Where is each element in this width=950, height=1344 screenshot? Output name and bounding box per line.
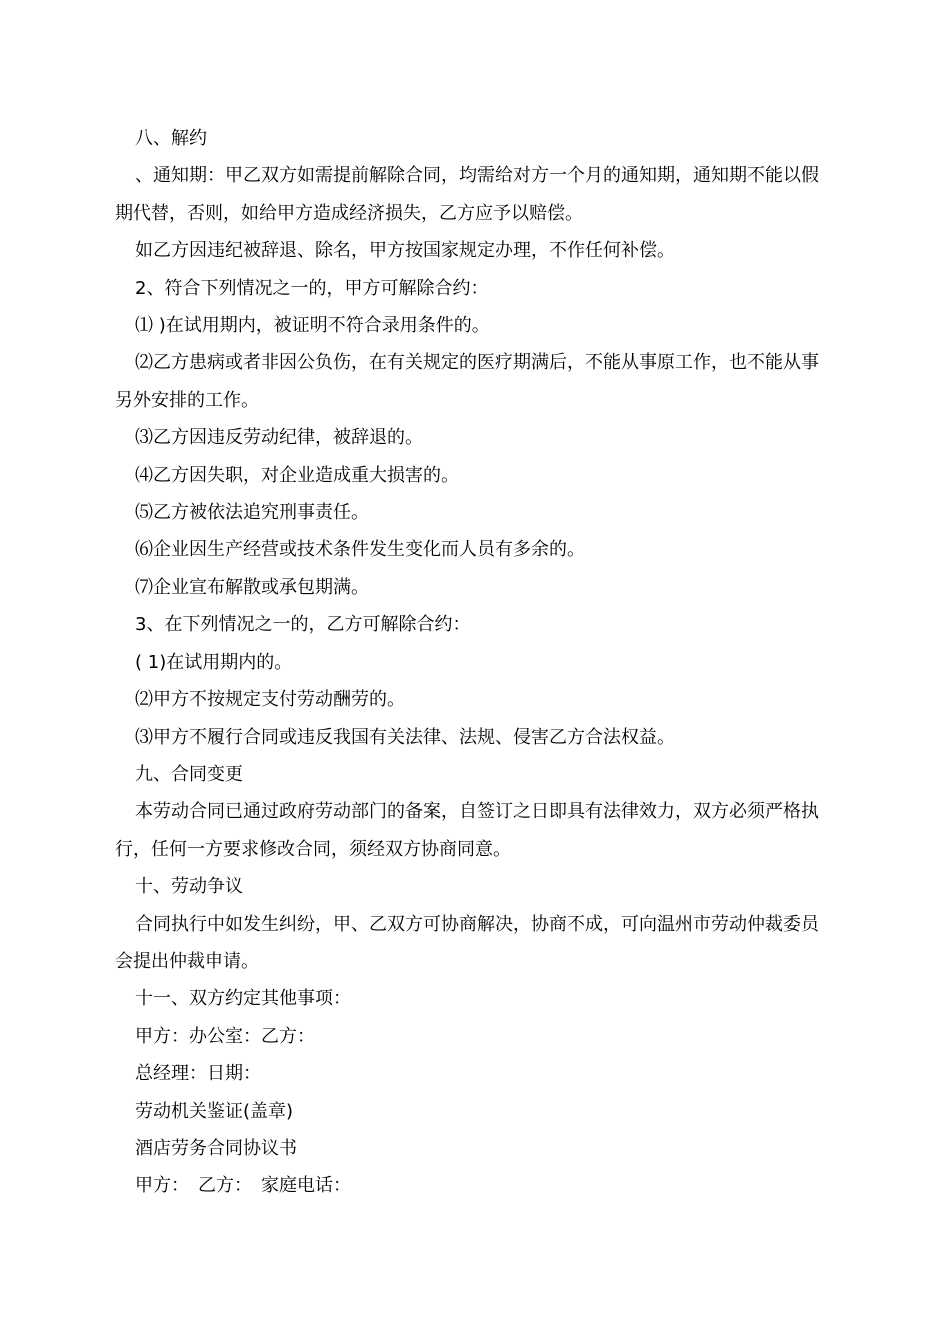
list-item-a5: ⑸乙方被依法追究刑事责任。	[135, 502, 369, 524]
signature-line-manager-date: 总经理：日期：	[135, 1063, 261, 1085]
list-item-b2: ⑵甲方不按规定支付劳动酬劳的。	[135, 689, 405, 711]
section-heading-termination: 八、解约	[135, 128, 207, 149]
clause-heading-party-a-termination: 2、符合下列情况之一的，甲方可解除合约：	[135, 277, 489, 299]
document-title-hotel-contract: 酒店劳务合同协议书	[135, 1137, 297, 1159]
signature-line-authority-seal: 劳动机关鉴证(盖章)	[135, 1100, 294, 1122]
clause-heading-party-b-termination: 3、在下列情况之一的，乙方可解除合约：	[135, 614, 471, 636]
paragraph-notice-period: 、通知期：甲乙双方如需提前解除合同，均需给对方一个月的通知期，通知期不能以假期代替，否则，如给甲方造成经济损失，乙方应予以赔偿。	[115, 165, 819, 224]
list-item-b3: ⑶甲方不履行合同或违反我国有关法律、法规、侵害乙方合法权益。	[135, 726, 675, 748]
list-item-a4: ⑷乙方因失职，对企业造成重大损害的。	[135, 464, 459, 486]
document-body	[115, 120, 835, 1205]
list-item-a6: ⑹企业因生产经营或技术条件发生变化而人员有多余的。	[135, 539, 585, 561]
list-item-a1: ⑴ )在试用期内，被证明不符合录用条件的。	[135, 315, 490, 337]
section-heading-labor-dispute: 十、劳动争议	[135, 876, 243, 898]
section-heading-contract-change: 九、合同变更	[135, 763, 243, 785]
list-item-a7: ⑺企业宣布解散或承包期满。	[135, 576, 369, 598]
list-item-a3: ⑶乙方因违反劳动纪律，被辞退的。	[135, 427, 423, 449]
paragraph-dismissal: 如乙方因违纪被辞退、除名，甲方按国家规定办理，不作任何补偿。	[135, 240, 675, 262]
section-heading-other-matters: 十一、双方约定其他事项：	[135, 988, 351, 1010]
paragraph-labor-dispute: 合同执行中如发生纠纷，甲、乙双方可协商解决，协商不成，可向温州市劳动仲裁委员会提出仲裁申请。	[115, 913, 819, 972]
list-item-a2: ⑵乙方患病或者非因公负伤，在有关规定的医疗期满后，不能从事原工作，也不能从事另外安排的工作。	[115, 352, 819, 411]
signature-line-parties: 甲方：办公室：乙方：	[135, 1025, 315, 1047]
paragraph-contract-change: 本劳动合同已通过政府劳动部门的备案，自签订之日即具有法律效力，双方必须严格执行，任何一方要求修改合同，须经双方协商同意。	[115, 801, 819, 860]
list-item-b1: ( 1)在试用期内的。	[135, 651, 293, 673]
party-info-line: 甲方： 乙方： 家庭电话：	[135, 1175, 351, 1197]
